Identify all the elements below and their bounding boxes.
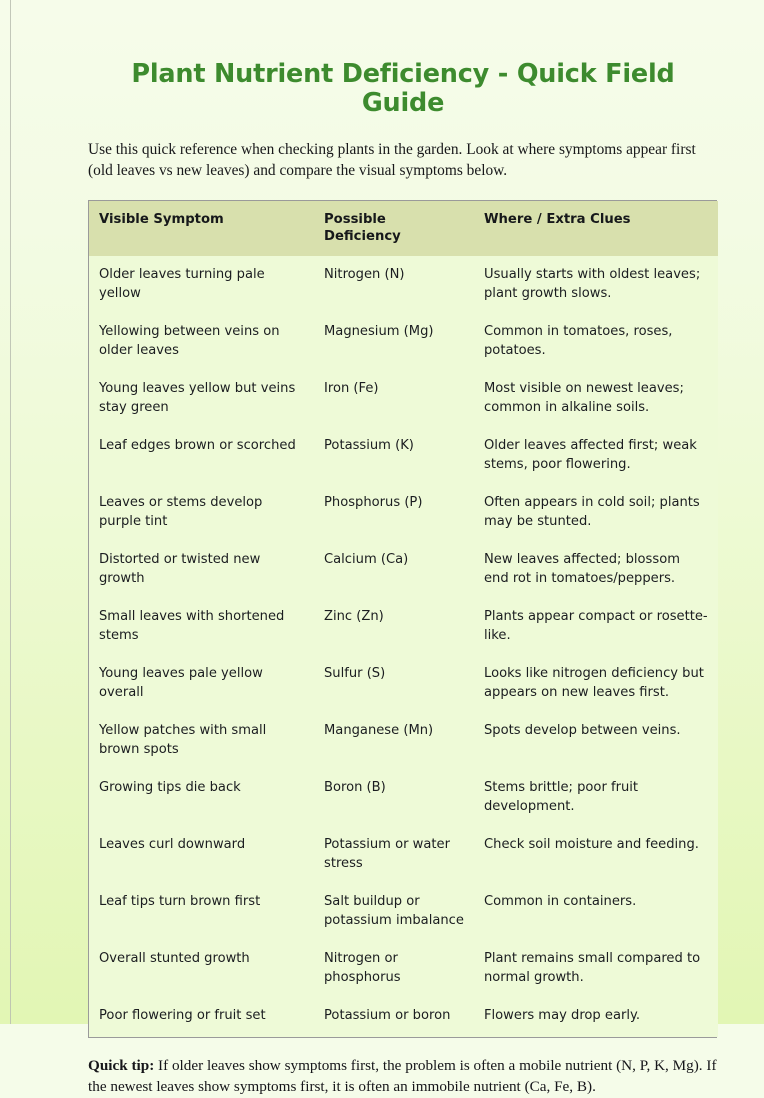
cell-visible-symptom: Leaves or stems develop purple tint bbox=[89, 484, 314, 541]
cell-visible-symptom: Yellow patches with small brown spots bbox=[89, 712, 314, 769]
cell-where-extra-clues: Often appears in cold soil; plants may be stunted. bbox=[474, 484, 718, 541]
table-row bbox=[89, 655, 718, 712]
cell-possible-deficiency: Manganese (Mn) bbox=[314, 712, 474, 769]
table-row bbox=[89, 484, 718, 541]
cell-possible-deficiency: Boron (B) bbox=[314, 769, 474, 826]
table-row bbox=[89, 541, 718, 598]
cell-visible-symptom: Small leaves with shortened stems bbox=[89, 598, 314, 655]
cell-where-extra-clues: Plants appear compact or rosette-like. bbox=[474, 598, 718, 655]
cell-possible-deficiency: Phosphorus (P) bbox=[314, 484, 474, 541]
cell-possible-deficiency: Magnesium (Mg) bbox=[314, 313, 474, 370]
intro-paragraph: Use this quick reference when checking plants in the garden. Look at where symptoms appear first (old leaves vs new leaves) and compare the visual symptoms below. bbox=[88, 140, 696, 179]
cell-possible-deficiency: Nitrogen or phosphorus bbox=[314, 940, 474, 997]
cell-possible-deficiency: Salt buildup or potassium imbalance bbox=[314, 883, 474, 940]
guide-table-container bbox=[88, 200, 717, 1038]
table-row bbox=[89, 712, 718, 769]
table-row bbox=[89, 598, 718, 655]
cell-where-extra-clues: Common in containers. bbox=[474, 883, 718, 940]
cell-visible-symptom: Older leaves turning pale yellow bbox=[89, 256, 314, 313]
cell-possible-deficiency: Potassium (K) bbox=[314, 427, 474, 484]
table-row bbox=[89, 883, 718, 940]
column-header-possible-deficiency: Possible Deficiency bbox=[314, 201, 474, 256]
cell-possible-deficiency: Potassium or boron bbox=[314, 997, 474, 1037]
cell-where-extra-clues: Common in tomatoes, roses, potatoes. bbox=[474, 313, 718, 370]
table-row bbox=[89, 370, 718, 427]
cell-visible-symptom: Leaves curl downward bbox=[89, 826, 314, 883]
column-header-visible-symptom: Visible Symptom bbox=[89, 201, 314, 256]
table-row bbox=[89, 940, 718, 997]
table-row bbox=[89, 769, 718, 826]
cell-where-extra-clues: Looks like nitrogen deficiency but appears on new leaves first. bbox=[474, 655, 718, 712]
table-header-row bbox=[89, 201, 718, 256]
cell-possible-deficiency: Nitrogen (N) bbox=[314, 256, 474, 313]
cell-possible-deficiency: Calcium (Ca) bbox=[314, 541, 474, 598]
cell-possible-deficiency: Potassium or water stress bbox=[314, 826, 474, 883]
quick-tip bbox=[88, 1038, 718, 1098]
table-row bbox=[89, 256, 718, 313]
cell-where-extra-clues: Stems brittle; poor fruit development. bbox=[474, 769, 718, 826]
cell-where-extra-clues: Flowers may drop early. bbox=[474, 997, 718, 1037]
quick-tip-text: If older leaves show symptoms first, the problem is often a mobile nutrient (N, P, K, Mg). If the newest leaves show symptoms first, it is often an immobile nutrient (Ca, Fe, B). bbox=[88, 1056, 717, 1095]
cell-visible-symptom: Growing tips die back bbox=[89, 769, 314, 826]
table-row bbox=[89, 427, 718, 484]
cell-visible-symptom: Distorted or twisted new growth bbox=[89, 541, 314, 598]
table-header bbox=[89, 201, 718, 256]
cell-visible-symptom: Poor flowering or fruit set bbox=[89, 997, 314, 1037]
cell-possible-deficiency: Zinc (Zn) bbox=[314, 598, 474, 655]
cell-visible-symptom: Overall stunted growth bbox=[89, 940, 314, 997]
table-row bbox=[89, 313, 718, 370]
table-row bbox=[89, 997, 718, 1037]
cell-where-extra-clues: New leaves affected; blossom end rot in tomatoes/peppers. bbox=[474, 541, 718, 598]
cell-possible-deficiency: Iron (Fe) bbox=[314, 370, 474, 427]
cell-where-extra-clues: Check soil moisture and feeding. bbox=[474, 826, 718, 883]
cell-visible-symptom: Yellowing between veins on older leaves bbox=[89, 313, 314, 370]
table-body bbox=[89, 256, 718, 1037]
cell-where-extra-clues: Plant remains small compared to normal growth. bbox=[474, 940, 718, 997]
nutrient-deficiency-table bbox=[89, 201, 718, 1037]
cell-visible-symptom: Young leaves pale yellow overall bbox=[89, 655, 314, 712]
cell-visible-symptom: Leaf edges brown or scorched bbox=[89, 427, 314, 484]
cell-visible-symptom: Young leaves yellow but veins stay green bbox=[89, 370, 314, 427]
cell-where-extra-clues: Spots develop between veins. bbox=[474, 712, 718, 769]
cell-where-extra-clues: Older leaves affected first; weak stems, poor flowering. bbox=[474, 427, 718, 484]
page-edge-rule bbox=[10, 0, 11, 1024]
cell-where-extra-clues: Usually starts with oldest leaves; plant growth slows. bbox=[474, 256, 718, 313]
document-content bbox=[88, 0, 718, 1098]
quick-tip-label: Quick tip: bbox=[88, 1056, 155, 1074]
cell-possible-deficiency: Sulfur (S) bbox=[314, 655, 474, 712]
column-header-where-extra-clues: Where / Extra Clues bbox=[474, 201, 718, 256]
cell-where-extra-clues: Most visible on newest leaves; common in alkaline soils. bbox=[474, 370, 718, 427]
cell-visible-symptom: Leaf tips turn brown first bbox=[89, 883, 314, 940]
page-title: Plant Nutrient Deficiency - Quick Field Guide bbox=[131, 59, 675, 119]
table-row bbox=[89, 826, 718, 883]
